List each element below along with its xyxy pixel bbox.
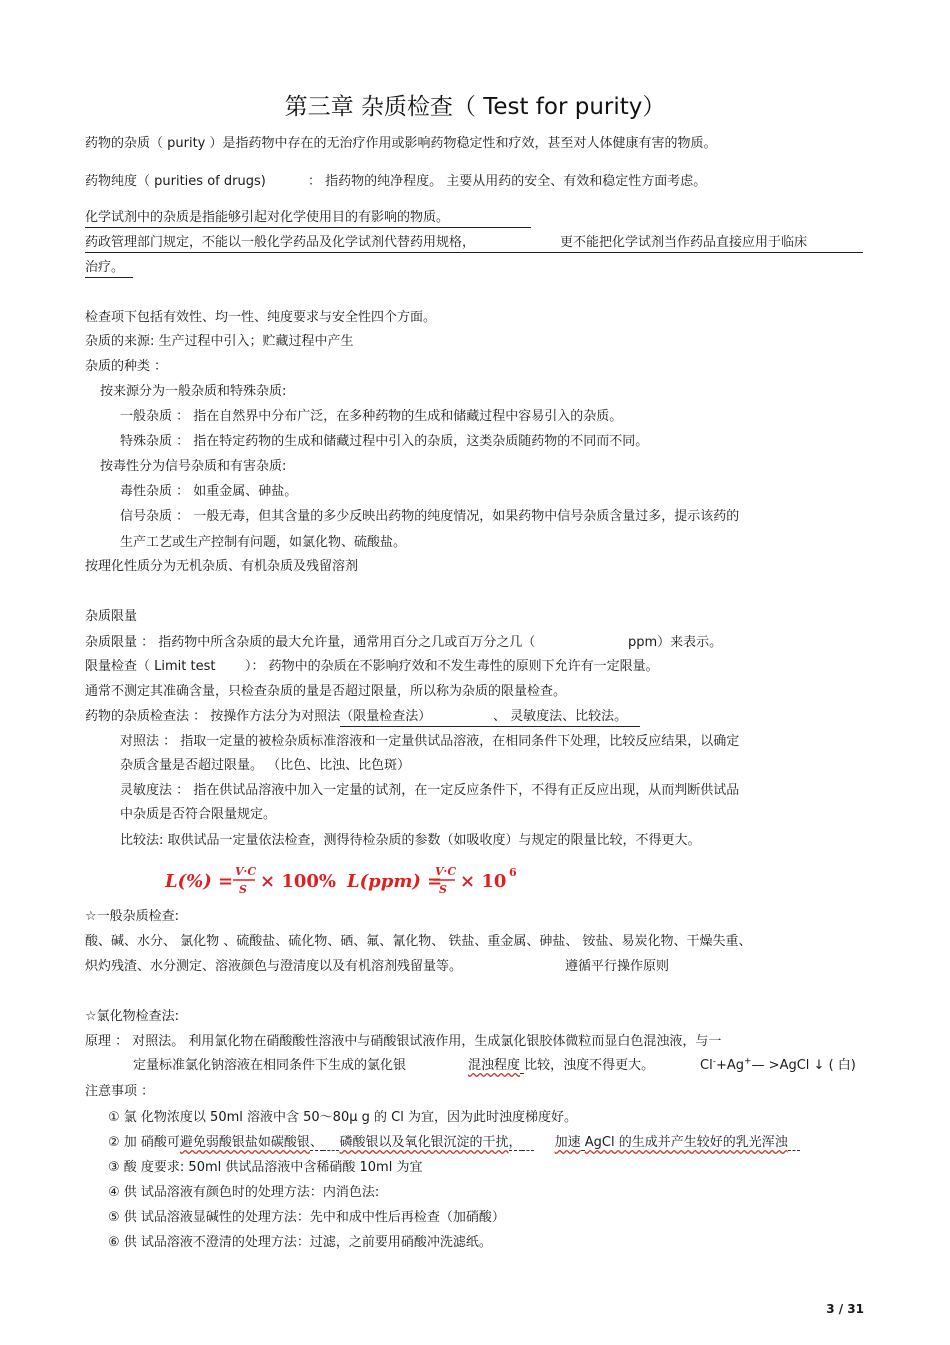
- general-check-line2b: 遵循平行操作原则: [565, 959, 670, 974]
- limit-test-term: 限量检查（ Limit test: [85, 659, 216, 674]
- formula-ppm-numerator: V·C: [435, 865, 457, 878]
- note-2: [108, 1134, 800, 1152]
- formula-ppm-exponent: 6: [509, 866, 517, 879]
- toxic-impurity: 毒性杂质 ： 如重金属、砷盐。: [120, 484, 298, 499]
- limit-formula: [165, 862, 545, 906]
- underline-rule: [85, 277, 133, 278]
- classify-by-source: 按来源分为一般杂质和特殊杂质:: [100, 384, 287, 399]
- limit-heading: 杂质限量: [85, 609, 138, 624]
- note-2-comma: ，: [508, 1135, 522, 1150]
- chloride-reaction: [700, 1057, 856, 1075]
- methods-a: 药物的杂质检查法 ： 按操作方法分为对照法（限量检查法）: [85, 709, 432, 724]
- regulation-line-c: 治疗。: [85, 260, 125, 275]
- classify-by-property: 按理化性质分为无机杂质、有机杂质及残留溶剂: [85, 559, 359, 574]
- note-2-sep: 、: [309, 1135, 323, 1150]
- chloride-principle-b: 定量标准氯化钠溶液在相同条件下生成的氯化银: [133, 1058, 407, 1073]
- contrast-method-b: 杂质含量是否超过限量。 （比色、比浊、比色斑）: [120, 758, 411, 773]
- impurity-types: 杂质的种类 ：: [85, 359, 168, 374]
- signal-impurity-b: 生产工艺或生产控制有问题，如氯化物、硫酸盐。: [120, 535, 407, 550]
- page-number: 3 / 31: [826, 1302, 864, 1316]
- general-check-line1: 酸、碱、水分、 氯化物 、硫酸盐、硫化物、硒、氟、氰化物、 铁盐、重金属、砷盐、 铵盐、易炭化物、干燥失重、: [85, 934, 752, 949]
- formula-ppm-lhs: L(ppm) =: [347, 871, 443, 892]
- underline-rule: [85, 252, 863, 253]
- note-4: ④ 供 试品溶液有颜色时的处理方法：内消色法:: [108, 1185, 380, 1200]
- not-measure-note: 通常不测定其准确含量，只检查杂质的量是否超过限量，所以称为杂质的限量检查。: [85, 684, 567, 699]
- notes-heading: 注意事项 ：: [85, 1084, 155, 1099]
- formula-pct-tail: × 100%: [260, 871, 337, 892]
- chloride-principle-a: 原理 ： 对照法。 利用氯化物在硝酸酸性溶液中与硝酸银试液作用，生成氯化银胶体微粒而显白色混浊液，与一: [85, 1034, 722, 1049]
- formula-ppm-denominator: S: [439, 883, 447, 896]
- reaction-minus: -: [712, 1056, 716, 1067]
- note-1: ① 氯 化物浓度以 50ml 溶液中含 50～80μ g 的 Cl 为宜，因为此时浊度梯度好。: [108, 1110, 577, 1125]
- limit-test-definition: ）： 药物中的杂质在不影响疗效和不发生毒性的原则下允许有一定限量。: [245, 659, 659, 674]
- sensitivity-method-a: 灵敏度法 ： 指在供试品溶液中加入一定量的试剂，在一定反应条件下，不得有正反应出现，从而判断供试品: [120, 783, 740, 798]
- methods-b: 、 灵敏度法、比较法。: [493, 709, 628, 724]
- chloride-principle-d: 比较，浊度不得更大。: [524, 1058, 655, 1073]
- note-3: ③ 酸 度要求: 50ml 供试品溶液中含稀硝酸 10ml 为宜: [108, 1160, 423, 1175]
- note-2-accelerate: 加速: [554, 1135, 581, 1150]
- reaction-cl: Cl: [700, 1058, 713, 1073]
- limit-definition-a: 杂质限量 ： 指药物中所含杂质的最大允许量，通常用百分之几或百万分之几（: [85, 635, 536, 650]
- underline-rule: [85, 227, 531, 228]
- chloride-heading: ☆氯化物检查法:: [85, 1009, 180, 1024]
- note-2-interference: 磷酸银以及氧化银沉淀的干扰: [339, 1135, 509, 1150]
- general-check-line2a: 炽灼残渣、水分测定、溶液颜色与澄清度以及有机溶剂残留量等。: [85, 959, 463, 974]
- underline-rule: [340, 726, 640, 727]
- formula-pct-lhs: L(%) =: [165, 871, 234, 892]
- note-5: ⑤ 供 试品溶液显碱性的处理方法：先中和成中性后再检查（加硝酸）: [108, 1210, 505, 1225]
- sensitivity-method-b: 中杂质是否符合限量规定。: [120, 807, 277, 822]
- formula-pct-denominator: S: [239, 883, 247, 896]
- signal-impurity-a: 信号杂质 ： 一般无毒，但其含量的多少反映出药物的纯度情况，如果药物中信号杂质含量过多，提示该药的: [120, 509, 740, 524]
- limit-definition-b: ppm）来表示。: [628, 635, 723, 650]
- turbidity-degree: 混浊程度: [468, 1058, 521, 1073]
- note-2-agcl: AgCl 的生成并产生较好的乳光浑浊: [584, 1135, 788, 1150]
- note-6: ⑥ 供 试品溶液不澄清的处理方法：过滤，之前要用硝酸冲洗滤纸。: [108, 1235, 492, 1250]
- regulation-line-b: 更不能把化学试剂当作药品直接应用于临床: [560, 235, 808, 250]
- general-check-heading: ☆一般杂质检查:: [85, 909, 180, 924]
- purities-of-drugs-definition: ： 指药物的纯净程度。 主要从用药的安全、有效和稳定性方面考虑。: [308, 174, 707, 189]
- purities-of-drugs-term: 药物纯度（ purities of drugs): [85, 174, 266, 189]
- formula-ppm-tail: × 10: [460, 871, 507, 892]
- note-2-avoid-salts: 避免弱酸银盐如碳酸银: [179, 1135, 310, 1150]
- page-title: 第三章 杂质检查（ Test for purity）: [284, 94, 666, 120]
- general-impurity: 一般杂质 ： 指在自然界中分布广泛，在多种药物的生成和储藏过程中容易引入的杂质。: [120, 409, 623, 424]
- formula-svg: [165, 862, 545, 902]
- regulation-line-a: 药政管理部门规定，不能以一般化学药品及化学试剂代替药用规格，: [85, 235, 476, 250]
- chem-reagent-impurity: 化学试剂中的杂质是指能够引起对化学使用目的有影响的物质。: [85, 210, 450, 225]
- reaction-rest: — >AgCl ↓ ( 白): [751, 1058, 856, 1073]
- formula-pct-numerator: V·C: [235, 865, 257, 878]
- purity-definition: 药物的杂质（ purity ）是指药物中存在的无治疗作用或影响药物稳定性和疗效，甚至对人体健康有害的物质。: [85, 136, 717, 151]
- impurity-sources: 杂质的来源: 生产过程中引入；贮藏过程中产生: [85, 334, 354, 349]
- special-impurity: 特殊杂质 ： 指在特定药物的生成和储藏过程中引入的杂质，这类杂质随药物的不同而不同。: [120, 434, 649, 449]
- check-items: 检查项下包括有效性、均一性、纯度要求与安全性四个方面。: [85, 310, 437, 325]
- classify-by-toxicity: 按毒性分为信号杂质和有害杂质:: [100, 459, 287, 474]
- note-2-prefix: ② 加 硝酸可: [108, 1135, 180, 1150]
- reaction-ag: +Ag: [715, 1058, 744, 1073]
- turbidity-phrase: [468, 1057, 654, 1075]
- reaction-plus: +: [744, 1056, 752, 1067]
- comparison-method: 比较法: 取供试品一定量依法检查，测得待检杂质的参数（如吸收度）与规定的限量比较，不得更大。: [120, 833, 701, 848]
- contrast-method-a: 对照法 ： 指取一定量的被检杂质标准溶液和一定量供试品溶液，在相同条件下处理，比较反应结果，以确定: [120, 734, 740, 749]
